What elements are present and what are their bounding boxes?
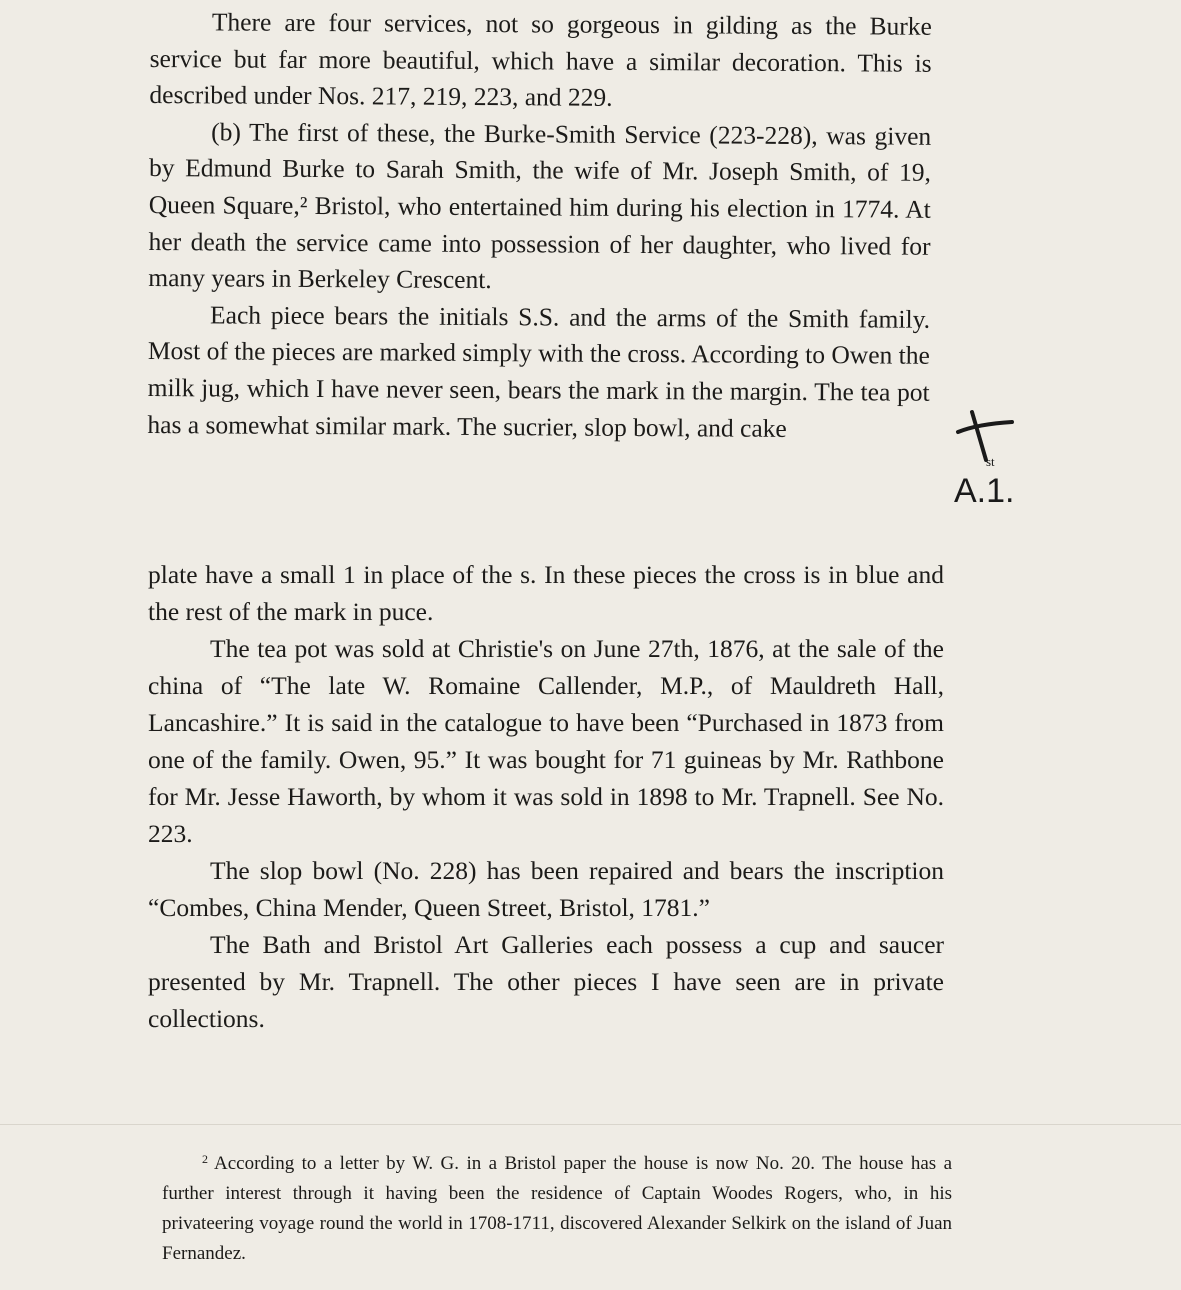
margin-mark [950,402,1045,512]
paragraph-burke-smith-service: (b) The first of these, the Burke-Smith Service (223-228), was given by Edmund Burke to Sarah Smith, the wife of Mr. Joseph Smith, of 19, Queen Square,² Bristol, who entertained him during his election in 1774. At her death the service came into possession of her daughter, who lived for many years in Berkeley Crescent. [148,117,932,295]
paragraph-initials-arms: Each piece bears the initials S.S. and the arms of the Smith family. Most of the pieces are marked simply with the cross. According to Owen the milk jug, which I have never seen, bears the mark in the margin. The tea pot has a somewhat similar mark. The sucrier, slop bowl, and cake [147,300,931,443]
footnote-block [162,1144,952,1269]
upper-text-block [147,4,932,448]
cross-mark-icon [950,402,1045,512]
margin-mark-label: A.1. [954,472,1015,510]
paragraph-slop-bowl: The slop bowl (No. 228) has been repaired and bears the inscription “Combes, China Mender, Queen Street, Bristol, 1781.” [148,856,944,922]
paragraph-tea-pot-sale: The tea pot was sold at Christie's on June 27th, 1876, at the sale of the china of “The late W. Romaine Callender, M.P., of Mauldreth Hall, Lancashire.” It is said in the catalogue to have been “Purchased in 1873 from one of the family. Owen, 95.” It was bought for 71 guineas by Mr. Rathbone for Mr. Jesse Haworth, by whom it was sold in 1898 to Mr. Trapnell. See No. 223. [148,634,944,848]
footnote-2 [162,1144,952,1269]
lower-text-block [148,556,944,1037]
paragraph-continuation: plate have a small 1 in place of the s. In these pieces the cross is in blue and the rest of the mark in puce. [148,560,944,626]
footnote-text: According to a letter by W. G. in a Bristol paper the house is now No. 20. The house has a further interest through it having been the residence of Captain Woodes Rogers, who, in his privateering voyage round the world in 1708-1711, discovered Alexander Selkirk on the island of Juan Fernandez. [162,1153,952,1264]
paragraph-services-intro: There are four services, not so gorgeous in gilding as the Burke service but far more beautiful, which have a similar decoration. This is described under Nos. 217, 219, 223, and 229. [149,7,932,113]
footnote-marker: 2 [202,1152,208,1166]
margin-mark-small-text: st [986,454,995,469]
paragraph-art-galleries: The Bath and Bristol Art Galleries each possess a cup and saucer presented by Mr. Trapnell. The other pieces I have seen are in private collections. [148,930,944,1033]
footnote-divider [0,1124,1181,1125]
